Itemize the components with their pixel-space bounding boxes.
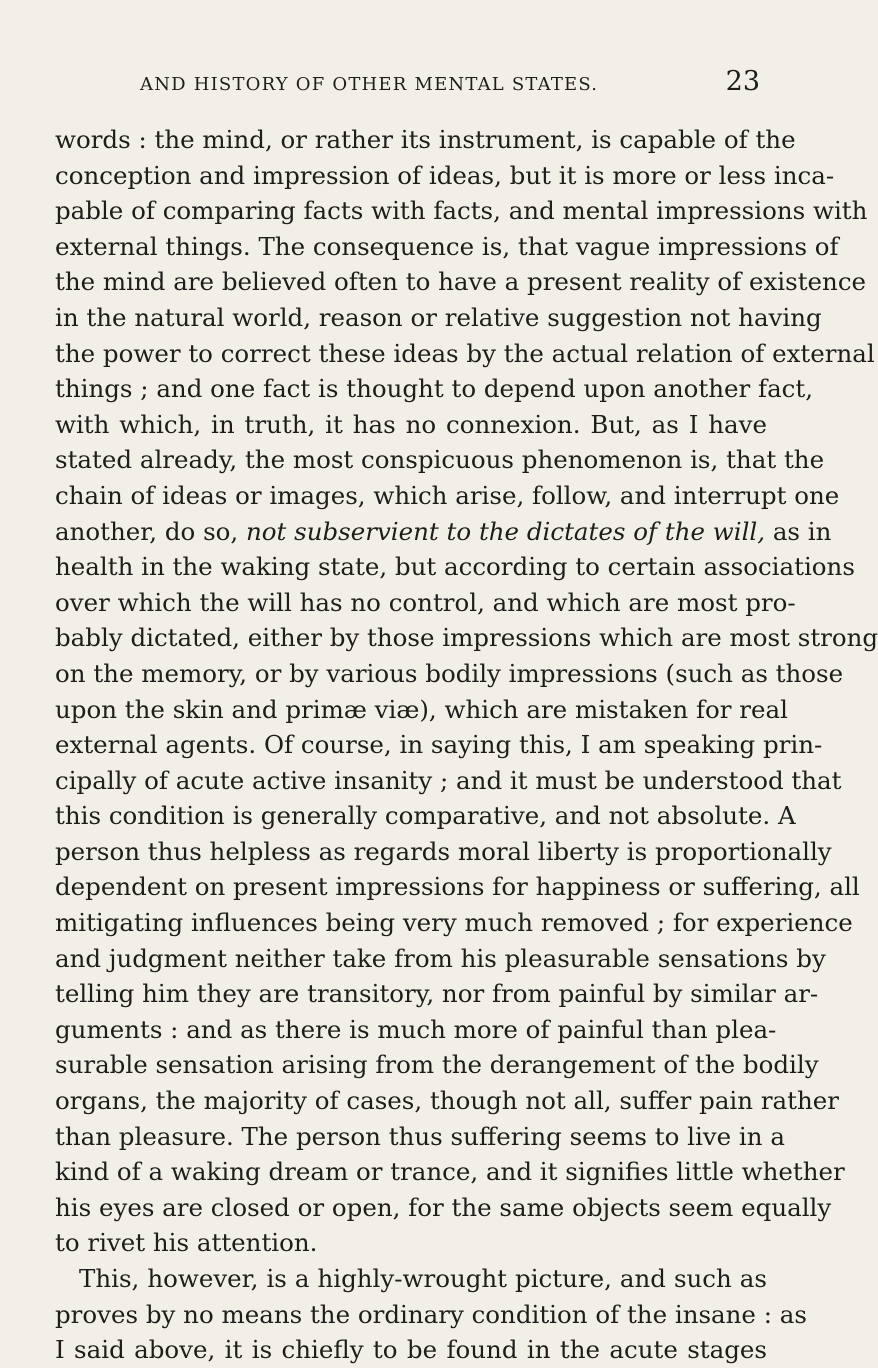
page-number: 23	[725, 66, 760, 97]
text-segment: another, do so,	[55, 516, 246, 546]
text-line: words : the mind, or rather its instrument, is capable of the	[55, 125, 796, 154]
text-line: to rivet his attention.	[55, 1228, 318, 1258]
text-line: external things. The consequence is, that vague impressions of	[55, 231, 839, 261]
body-text	[55, 122, 878, 1368]
text-line: and judgment neither take from his pleasurable sensations by	[55, 943, 826, 973]
text-line: this condition is generally comparative, and not absolute. A	[55, 801, 796, 831]
text-line: conception and impression of ideas, but it is more or less inca-	[55, 160, 835, 190]
text-line: external agents. Of course, in saying this, I am speaking prin-	[55, 730, 823, 760]
text-line-with-emphasis	[55, 514, 832, 550]
text-segment: as in	[765, 516, 832, 546]
text-line: I said above, it is chiefly to be found in the acute stages	[55, 1335, 767, 1365]
running-head: AND HISTORY OF OTHER MENTAL STATES.	[140, 74, 599, 95]
text-line: bably dictated, either by those impressions which are most strong	[55, 623, 878, 653]
text-line: organs, the majority of cases, though not all, suffer pain rather	[55, 1086, 839, 1116]
text-line: over which the will has no control, and which are most pro-	[55, 587, 796, 617]
text-line: guments : and as there is much more of painful than plea-	[55, 1014, 777, 1044]
text-line: cipally of acute active insanity ; and it must be understood that	[55, 765, 842, 795]
italic-emphasis: not subservient to the dictates of the will,	[245, 516, 766, 546]
text-line: the power to correct these ideas by the actual relation of external	[55, 338, 875, 368]
text-line: upon the skin and primæ viæ), which are mistaken for real	[55, 694, 788, 724]
text-line: mitigating influences being very much removed ; for experience	[55, 908, 853, 938]
text-line: This, however, is a highly-wrought picture, and such as	[79, 1264, 767, 1293]
text-line: in the natural world, reason or relative suggestion not having	[55, 302, 822, 332]
text-line: with which, in truth, it has no connexion. But, as I have	[55, 409, 767, 439]
text-line: his eyes are closed or open, for the same objects seem equally	[55, 1192, 832, 1222]
text-line: surable sensation arising from the derangement of the bodily	[55, 1050, 819, 1080]
text-line: stated already, the most conspicuous phenomenon is, that the	[55, 445, 825, 475]
text-line: telling him they are transitory, nor from painful by similar ar-	[55, 979, 819, 1009]
text-line: pable of comparing facts with facts, and mental impressions with	[55, 196, 868, 226]
text-line: things ; and one fact is thought to depend upon another fact,	[55, 374, 814, 404]
text-line: person thus helpless as regards moral liberty is proportionally	[55, 836, 832, 866]
text-line: health in the waking state, but according to certain associations	[55, 552, 855, 582]
text-line: than pleasure. The person thus suffering seems to live in a	[55, 1121, 785, 1151]
text-line: on the memory, or by various bodily impressions (such as those	[55, 658, 844, 688]
text-line: the mind are believed often to have a present reality of existence	[55, 267, 867, 297]
text-line: dependent on present impressions for happiness or suffering, all	[55, 872, 860, 902]
text-line: kind of a waking dream or trance, and it signifies little whether	[55, 1157, 845, 1187]
text-line: proves by no means the ordinary condition of the insane : as	[55, 1299, 807, 1329]
text-line: chain of ideas or images, which arise, follow, and interrupt one	[55, 480, 840, 510]
